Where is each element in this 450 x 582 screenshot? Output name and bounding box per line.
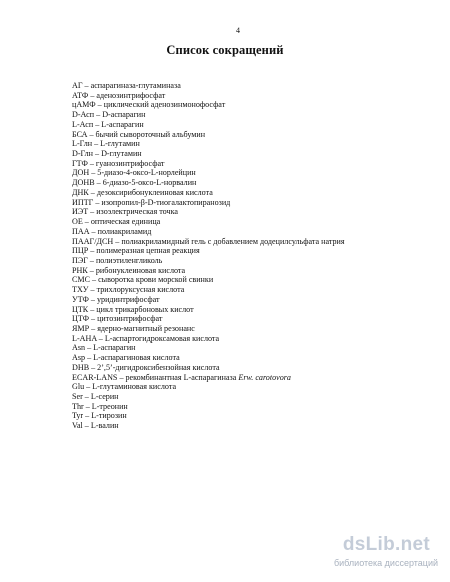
abbreviation-item — [72, 91, 442, 101]
abbreviation-text: Glu – L-глутаминовая кислота — [72, 382, 177, 392]
abbreviation-item — [72, 285, 442, 295]
abbreviation-text: D-Асп – D-аспарагин — [72, 110, 146, 120]
abbreviation-text: Asp – L-аспарагиновая кислота — [72, 353, 180, 363]
abbreviation-item — [72, 217, 442, 227]
abbreviation-text: ЦТК – цикл трикарбоновых кислот — [72, 304, 194, 314]
abbreviation-text: Tyr – L-тирозин — [72, 411, 127, 421]
abbreviation-text: L-AHA – L-аспартогидроксамовая кислота — [72, 333, 220, 343]
watermark — [316, 534, 438, 572]
abbreviation-item — [72, 159, 442, 169]
abbreviation-item — [72, 149, 442, 159]
page-title: Список сокращений — [166, 43, 284, 57]
abbreviation-item — [72, 207, 442, 217]
abbreviation-item — [72, 334, 442, 344]
abbreviation-text: L-Глн – L-глутамин — [72, 139, 140, 149]
abbreviation-item — [72, 402, 442, 412]
abbreviation-text: ЯМР – ядерно-магнитный резонанс — [72, 323, 195, 333]
abbreviation-text: АГ – аспарагиназа-глутаминаза — [72, 81, 181, 90]
abbreviation-text: АТФ – аденозинтрифосфат — [72, 90, 166, 100]
abbreviation-item — [72, 178, 442, 188]
abbreviation-text: ДОН – 5-диазо-4-оксо-L-норлейцин — [72, 168, 196, 178]
abbreviation-item — [72, 314, 442, 324]
abbreviation-text: РНК – рибонуклеиновая кислота — [72, 265, 186, 275]
abbreviation-item — [72, 373, 442, 383]
abbreviation-item — [72, 343, 442, 353]
abbreviation-item — [72, 363, 442, 373]
abbreviation-text: Ser – L-серин — [72, 392, 119, 401]
abbreviation-item — [72, 305, 442, 315]
abbreviation-text: БСА – бычий сывороточный альбумин — [72, 129, 206, 139]
abbreviation-item — [72, 392, 442, 402]
abbreviation-item — [72, 256, 442, 266]
abbreviation-text: ГТФ – гуанозинтрифосфат — [72, 158, 165, 168]
abbreviation-text: ДНК – дезоксирибонуклеиновая кислота — [72, 187, 213, 197]
abbreviation-text: ПЦР – полимеразная цепная реакция — [72, 246, 200, 256]
abbreviation-text: Asn – L-аспарагин — [72, 343, 136, 353]
abbreviation-text: ПАА – полиакриламид — [72, 226, 152, 236]
abbreviation-item — [72, 130, 442, 140]
abbreviation-item — [72, 198, 442, 208]
abbreviation-text: УТФ – уридинтрифосфат — [72, 294, 160, 304]
abbreviation-item — [72, 81, 442, 91]
abbreviation-text: цАМФ – циклический аденозинмонофосфат — [72, 100, 226, 110]
abbreviation-text: СМС – сыворотка крови морской свинки — [72, 275, 214, 285]
abbreviation-text: ИПТГ – изопропил-β-D-тиогалактопиранозид — [72, 197, 231, 207]
abbreviation-item — [72, 100, 442, 110]
abbreviation-text: ТХУ – трихлоруксусная кислота — [72, 285, 185, 295]
abbreviation-item — [72, 246, 442, 256]
abbreviation-text: D-Глн – D-глутамин — [72, 149, 142, 159]
abbreviation-item — [72, 411, 442, 421]
abbreviation-species: Erw. carotovora — [238, 372, 291, 382]
abbreviation-item — [72, 382, 442, 392]
abbreviation-item — [72, 120, 442, 130]
abbreviation-item — [72, 353, 442, 363]
abbreviation-text: Thr – L-треонин — [72, 401, 128, 411]
abbreviation-item — [72, 227, 442, 237]
abbreviation-item — [72, 324, 442, 334]
abbreviation-item — [72, 275, 442, 285]
abbreviation-text: ECAR-LANS – рекомбинантная L-аспарагиназа — [72, 372, 239, 382]
abbreviation-text: ЦТФ – цитозинтрифосфат — [72, 314, 163, 324]
abbreviation-text: ОЕ – оптическая единица — [72, 217, 161, 227]
abbreviation-item — [72, 295, 442, 305]
abbreviation-item — [72, 421, 442, 431]
abbreviation-text: ДОНВ – 6-диазо-5-оксо-L-норвалин — [72, 178, 197, 188]
page-number: 4 — [236, 26, 240, 35]
abbreviation-text: L-Асп – L-аспарагин — [72, 119, 144, 129]
abbreviation-list — [72, 81, 442, 431]
abbreviation-item — [72, 139, 442, 149]
abbreviation-item — [72, 237, 442, 247]
abbreviation-text: ПЭГ – полиэтиленгликоль — [72, 255, 163, 265]
abbreviation-item — [72, 188, 442, 198]
abbreviation-item — [72, 266, 442, 276]
abbreviation-item — [72, 168, 442, 178]
abbreviation-text: Val – L-валин — [72, 421, 119, 431]
watermark-logo: dsLib.net — [342, 534, 430, 555]
abbreviation-text: ПААГ/ДСН – полиакриламидный гель с добавлением додецилсульфата натрия — [72, 236, 345, 246]
watermark-tagline: библиотека диссертаций — [333, 558, 438, 568]
abbreviation-text: DHB – 2’,5’-дигидроксибензойная кислота — [72, 362, 220, 372]
abbreviation-item — [72, 110, 442, 120]
abbreviation-text: ИЭТ – изоэлектрическая точка — [72, 207, 178, 217]
